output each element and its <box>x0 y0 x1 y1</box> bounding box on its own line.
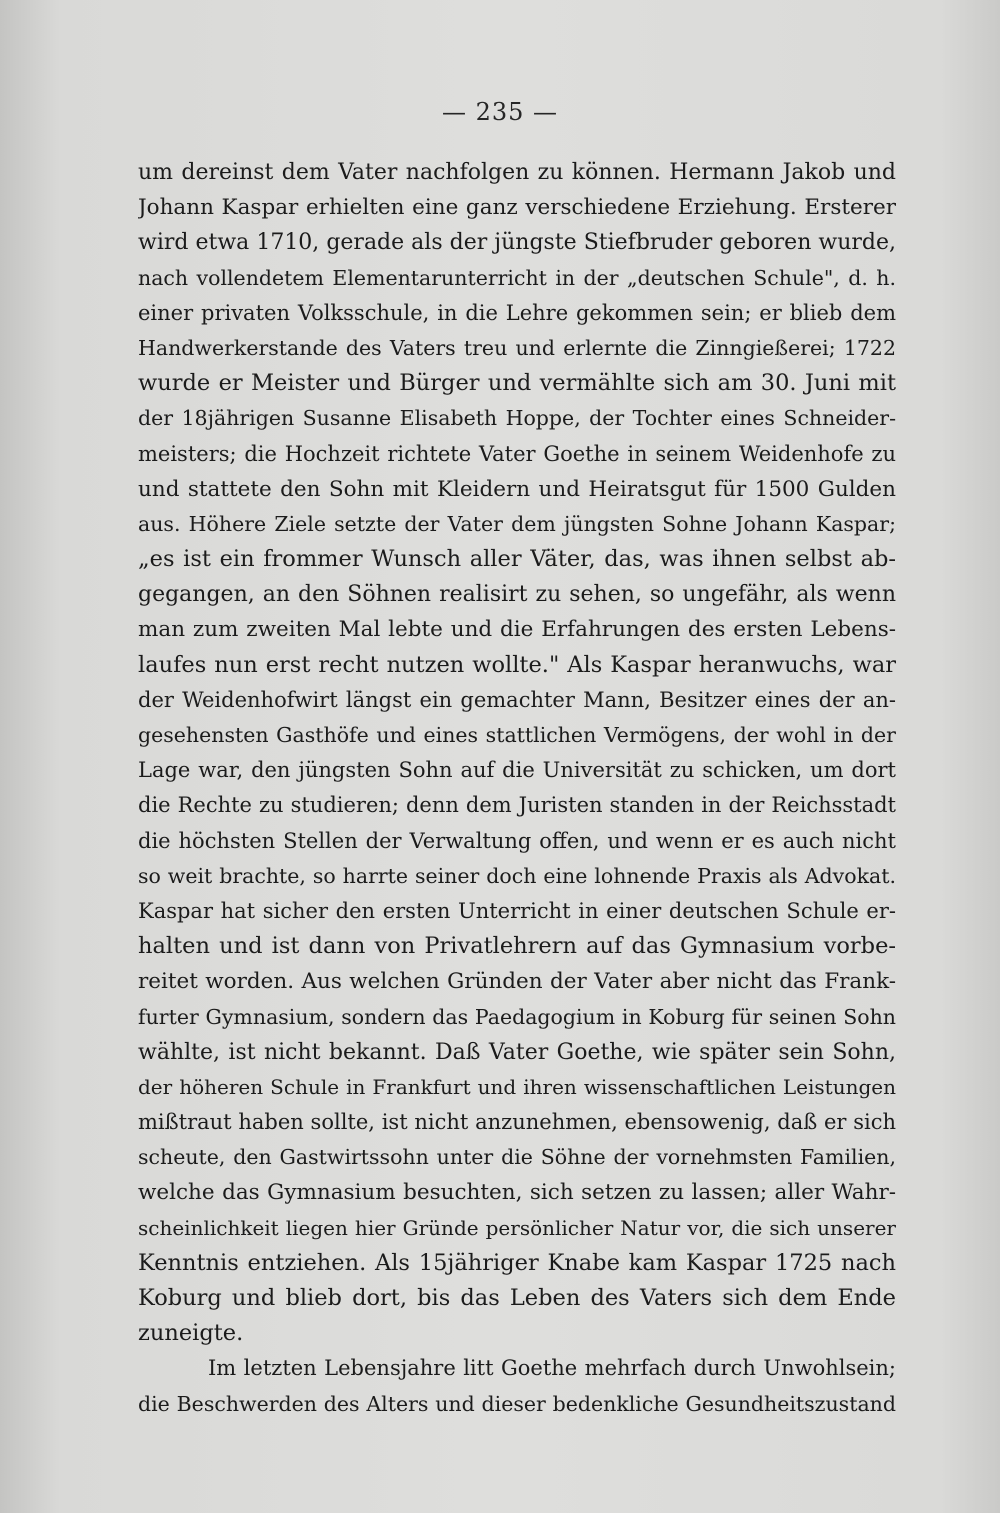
text-line: aus. Höhere Ziele setzte der Vater dem jüngsten Sohne Johann Kaspar; <box>138 511 896 536</box>
text-line: meisters; die Hochzeit richtete Vater Goethe in seinem Weidenhofe zu <box>138 441 896 466</box>
text-line: gegangen, an den Söhnen realisirt zu sehen, so ungefähr, als wenn <box>138 582 896 608</box>
text-line: Kenntnis entziehen. Als 15jähriger Knabe kam Kaspar 1725 nach <box>138 1249 896 1276</box>
text-line: furter Gymnasium, sondern das Paedagogium in Koburg für seinen Sohn <box>138 1004 896 1029</box>
text-line: die Rechte zu studieren; denn dem Juristen standen in der Reichsstadt <box>138 793 896 818</box>
text-line: der Weidenhofwirt längst ein gemachter Mann, Besitzer eines der an- <box>138 687 896 712</box>
body-text <box>138 155 896 1422</box>
paragraph-start-line: Im letzten Lebensjahre litt Goethe mehrfach durch Unwohlsein; <box>208 1356 896 1381</box>
text-line: welche das Gymnasium besuchten, sich setzen zu lassen; aller Wahr- <box>138 1180 896 1206</box>
text-line: halten und ist dann von Privatlehrern auf das Gymnasium vorbe- <box>138 933 896 960</box>
text-line: der höheren Schule in Frankfurt und ihren wissenschaftlichen Leistungen <box>138 1074 896 1099</box>
text-line: einer privaten Volksschule, in die Lehre gekommen sein; er blieb dem <box>138 300 896 325</box>
text-line: Johann Kaspar erhielten eine ganz verschiedene Erziehung. Ersterer <box>138 195 896 221</box>
text-line: „es ist ein frommer Wunsch aller Väter, das, was ihnen selbst ab- <box>138 546 896 573</box>
text-line: Kaspar hat sicher den ersten Unterricht in einer deutschen Schule er- <box>138 898 896 923</box>
text-line: die Beschwerden des Alters und dieser bedenkliche Gesundheitszustand <box>138 1391 896 1416</box>
text-line: man zum zweiten Mal lebte und die Erfahrungen des ersten Lebens- <box>138 617 896 643</box>
text-line: Koburg und blieb dort, bis das Leben des Vaters sich dem Ende <box>138 1285 896 1311</box>
text-line: die höchsten Stellen der Verwaltung offen, und wenn er es auch nicht <box>138 828 896 853</box>
page-number: — 235 — <box>441 98 559 126</box>
text-line: wird etwa 1710, gerade als der jüngste Stiefbruder geboren wurde, <box>138 230 896 256</box>
text-line: reitet worden. Aus welchen Gründen der Vater aber nicht das Frank- <box>138 969 896 995</box>
text-line: nach vollendetem Elementarunterricht in der „deutschen Schule", d. h. <box>138 265 896 290</box>
text-line: um dereinst dem Vater nachfolgen zu können. Hermann Jakob und <box>138 160 896 185</box>
text-line: Handwerkerstande des Vaters treu und erlernte die Zinngießerei; 1722 <box>138 335 896 360</box>
text-line: laufes nun erst recht nutzen wollte." Als Kaspar heranwuchs, war <box>138 651 896 678</box>
text-line: gesehensten Gasthöfe und eines stattlichen Vermögens, der wohl in der <box>138 723 896 747</box>
text-line: wurde er Meister und Bürger und vermählte sich am 30. Juni mit <box>138 370 896 397</box>
paragraph-end-line: zuneigte. <box>138 1320 244 1347</box>
text-line: so weit brachte, so harrte seiner doch eine lohnende Praxis als Advokat. <box>138 863 896 888</box>
text-line: mißtraut haben sollte, ist nicht anzunehmen, ebensowenig, daß er sich <box>138 1110 896 1135</box>
text-line: scheinlichkeit liegen hier Gründe persönlicher Natur vor, die sich unserer <box>138 1215 896 1240</box>
text-line: scheute, den Gastwirtssohn unter die Söhne der vornehmsten Familien, <box>138 1145 896 1170</box>
text-line: und stattete den Sohn mit Kleidern und Heiratsgut für 1500 Gulden <box>138 476 896 502</box>
text-line: wählte, ist nicht bekannt. Daß Vater Goethe, wie später sein Sohn, <box>138 1039 896 1065</box>
text-line: der 18jährigen Susanne Elisabeth Hoppe, der Tochter eines Schneider- <box>138 406 896 431</box>
text-line: Lage war, den jüngsten Sohn auf die Universität zu schicken, um dort <box>138 758 896 783</box>
